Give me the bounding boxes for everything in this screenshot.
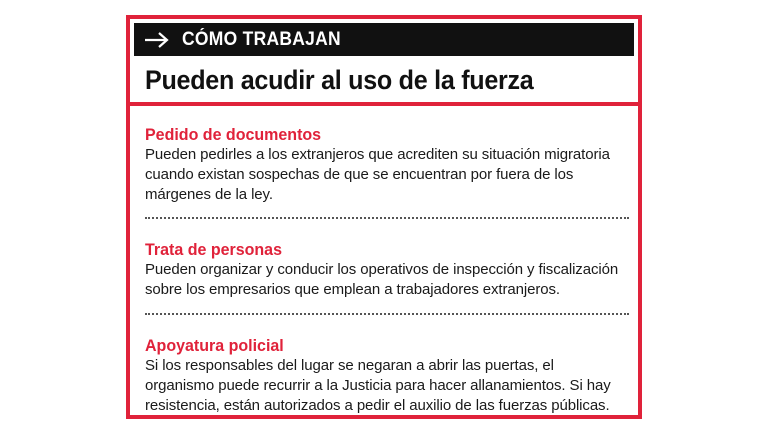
header-divider bbox=[130, 102, 638, 106]
body-line: Pueden organizar y conducir los operativos de inspección y fiscalización bbox=[145, 261, 619, 278]
body-line: Pueden pedirles a los extranjeros que acrediten su situación migratoria bbox=[145, 146, 610, 163]
section-trata-de-personas bbox=[145, 240, 631, 300]
body-line: márgenes de la ley. bbox=[145, 186, 273, 203]
headline: Pueden acudir al uso de la fuerza bbox=[145, 65, 534, 95]
section-apoyatura-policial bbox=[145, 336, 631, 416]
section-body bbox=[145, 356, 631, 416]
arrow-right-icon bbox=[144, 31, 170, 49]
section-title: Apoyatura policial bbox=[145, 337, 284, 355]
kicker-bar bbox=[134, 23, 634, 56]
body-line: Si los responsables del lugar se negaran a abrir las puertas, el bbox=[145, 357, 554, 374]
section-body bbox=[145, 145, 631, 205]
body-line: resistencia, están autorizados a pedir el auxilio de las fuerzas públicas. bbox=[145, 397, 610, 414]
section-title: Pedido de documentos bbox=[145, 126, 322, 144]
info-card bbox=[126, 15, 642, 419]
dotted-divider bbox=[145, 313, 629, 315]
section-body bbox=[145, 260, 631, 300]
section-title: Trata de personas bbox=[145, 241, 282, 259]
dotted-divider bbox=[145, 217, 629, 219]
body-line: cuando existan sospechas de que se encuentran por fuera de los bbox=[145, 166, 574, 183]
body-line: sobre los empresarios que emplean a trabajadores extranjeros. bbox=[145, 281, 560, 298]
kicker-label: CÓMO TRABAJAN bbox=[182, 28, 341, 50]
body-line: organismo puede recurrir a la Justicia para hacer allanamientos. Si hay bbox=[145, 377, 611, 394]
section-pedido-de-documentos bbox=[145, 125, 631, 205]
